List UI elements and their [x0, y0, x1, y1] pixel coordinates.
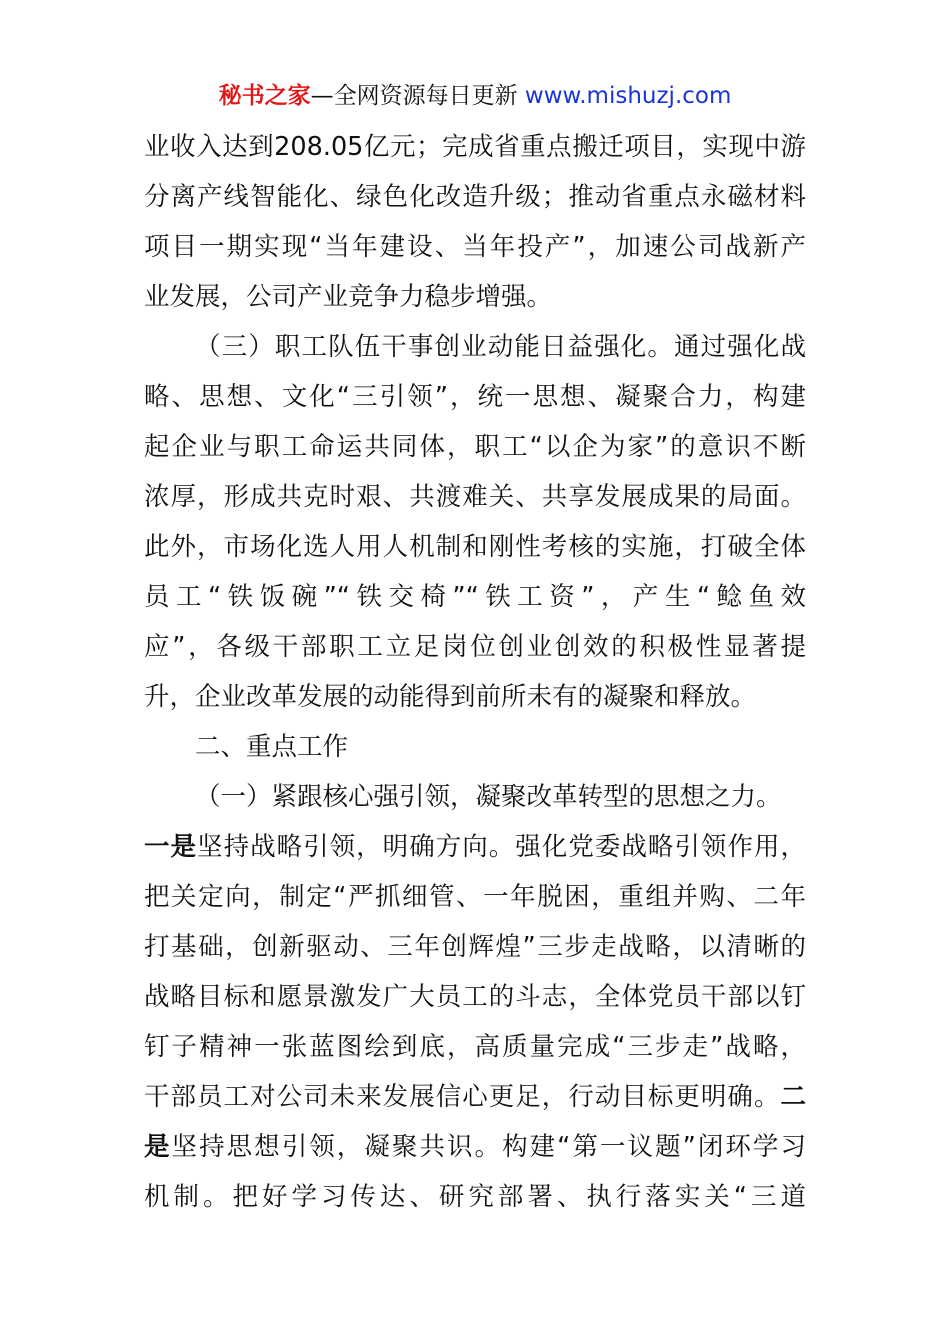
- document-body: [144, 122, 806, 1222]
- section-heading: 二、重点工作: [195, 732, 349, 762]
- text-line: [144, 1072, 806, 1122]
- bold-lead: 一是: [144, 832, 198, 862]
- text-line: 把关定向，制定“严抓细管、一年脱困，重组并购、二年: [144, 882, 806, 912]
- brand-name: 秘书之家: [218, 83, 311, 109]
- text-line: [144, 822, 806, 872]
- line-text: 干部员工对公司未来发展信心更足，行动目标更明确。: [144, 1082, 781, 1112]
- text-line: 起企业与职工命运共同体，职工“以企为家”的意识不断: [144, 432, 806, 462]
- line-text: 坚持战略引领，明确方向。强化党委战略引领作用，: [197, 832, 806, 862]
- bold-lead: 是: [144, 1132, 172, 1162]
- text-line: 分离产线智能化、绿色化改造升级；推动省重点永磁材料: [144, 182, 806, 212]
- bold-lead: 二: [780, 1082, 806, 1112]
- text-line: [144, 1122, 806, 1172]
- text-line: 机制。把好学习传达、研究部署、执行落实关“三道: [144, 1182, 806, 1212]
- text-line: 应”，各级干部职工立足岗位创业创效的积极性显著提: [144, 632, 806, 662]
- text-line: 打基础，创新驱动、三年创辉煌”三步走战略，以清晰的: [144, 932, 806, 962]
- text-line: 业收入达到208.05亿元；完成省重点搬迁项目，实现中游: [144, 132, 806, 162]
- text-line: （三）职工队伍干事创业动能日益强化。通过强化战: [195, 332, 806, 362]
- text-line: 战略目标和愿景激发广大员工的斗志，全体党员干部以钉: [144, 982, 806, 1012]
- line-text: 坚持思想引领，凝聚共识。构建“第一议题”闭环学习: [171, 1132, 806, 1162]
- text-line: 略、思想、文化“三引领”，统一思想、凝聚合力，构建: [144, 382, 806, 412]
- text-line: 项目一期实现“当年建设、当年投产”，加速公司战新产: [144, 232, 806, 262]
- subsection-heading: （一）紧跟核心强引领，凝聚改革转型的思想之力。: [195, 782, 782, 812]
- text-line: 业发展，公司产业竞争力稳步增强。: [144, 282, 553, 312]
- text-line: 升，企业改革发展的动能得到前所未有的凝聚和释放。: [144, 682, 757, 712]
- text-line: 浓厚，形成共克时艰、共渡难关、共享发展成果的局面。: [144, 482, 806, 512]
- text-line: 此外，市场化选人用人机制和刚性考核的实施，打破全体: [144, 532, 806, 562]
- site-url: www.mishuzj.com: [524, 83, 732, 109]
- text-line: 钉子精神一张蓝图绘到底，高质量完成“三步走”战略，: [144, 1032, 806, 1062]
- text-line: 员工“铁饭碗”“铁交椅”“铁工资”，产生“鲶鱼效: [144, 582, 806, 612]
- page-header: [0, 78, 950, 114]
- header-tagline: —全网资源每日更新: [310, 83, 518, 109]
